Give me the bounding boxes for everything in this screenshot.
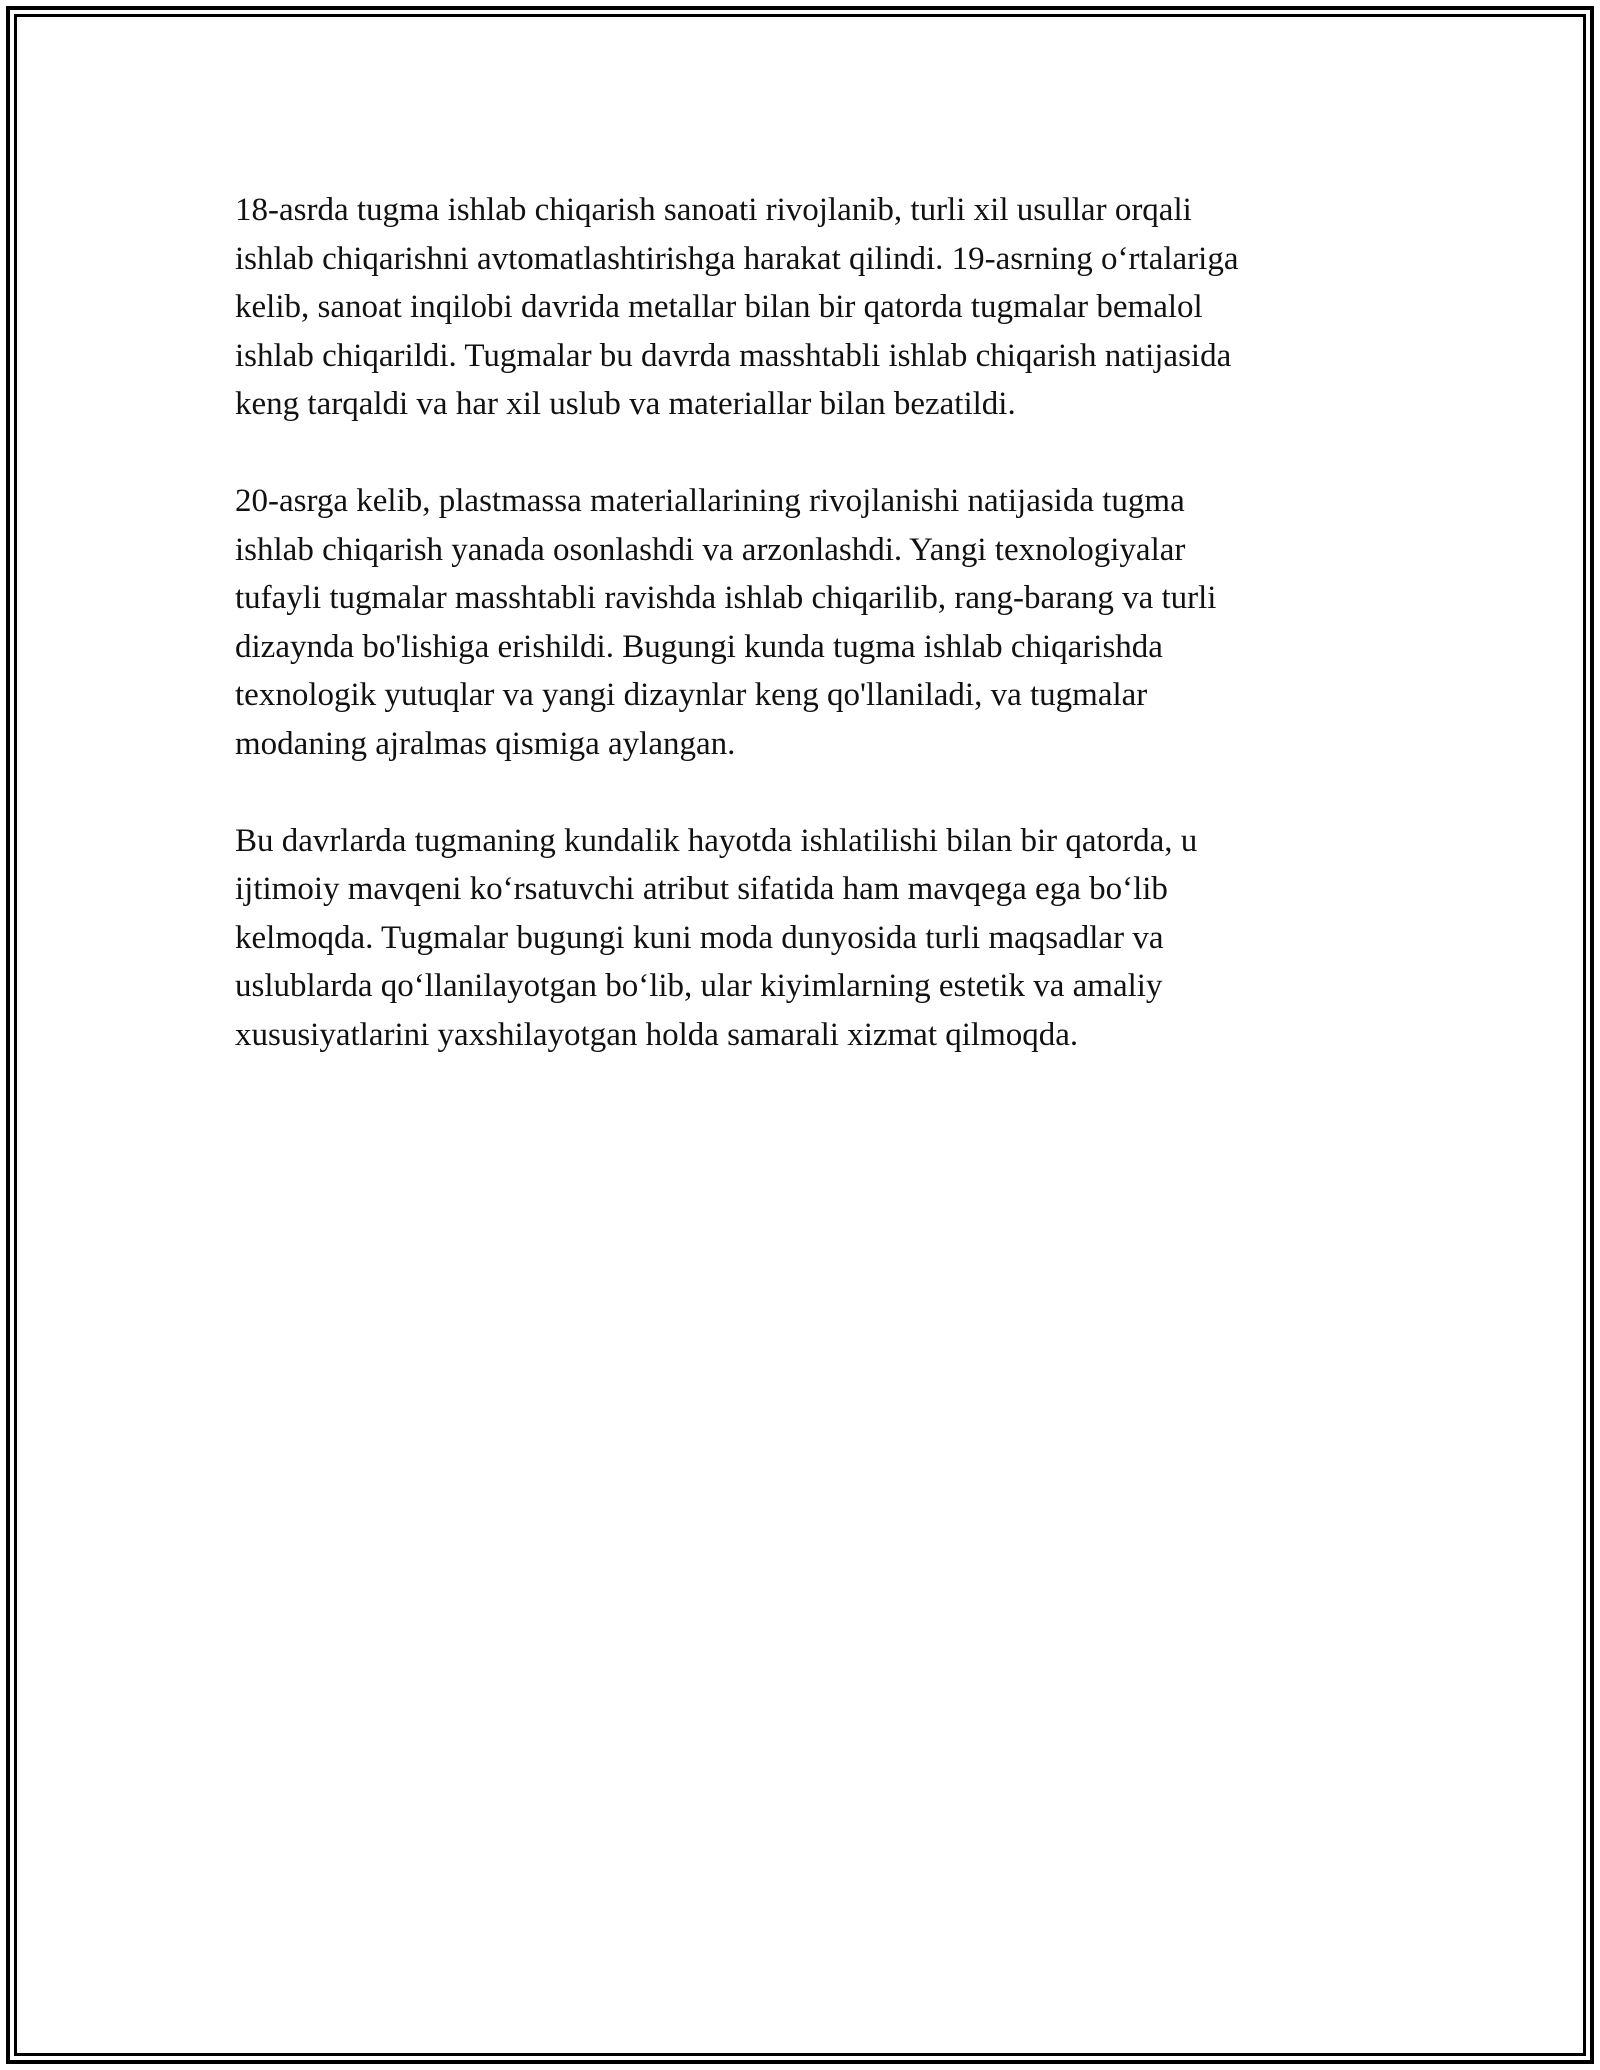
document-body bbox=[235, 186, 1365, 1108]
text-line: 20-asrga kelib, plastmassa materiallarining rivojlanishi natijasida tugma bbox=[235, 483, 1185, 519]
text-line: xususiyatlarini yaxshilayotgan holda samarali xizmat qilmoqda. bbox=[235, 1016, 1079, 1053]
text-line: kelib, sanoat inqilobi davrida metallar bilan bir qatorda tugmalar bemalol bbox=[235, 289, 1203, 325]
text-line: keng tarqaldi va har xil uslub va materiallar bilan bezatildi. bbox=[235, 386, 1016, 422]
paragraph-1 bbox=[235, 186, 1365, 429]
paragraph-2 bbox=[235, 477, 1365, 768]
text-line: 18-asrda tugma ishlab chiqarish sanoati rivojlanib, turli xil usullar orqali bbox=[235, 192, 1192, 228]
text-line: ishlab chiqarish yanada osonlashdi va arzonlashdi. Yangi texnologiyalar bbox=[235, 531, 1186, 568]
text-line: uslublarda qo‘llanilayotgan bo‘lib, ular kiyimlarning estetik va amaliy bbox=[235, 968, 1163, 1004]
text-line: ishlab chiqarishni avtomatlashtirishga harakat qilindi. 19-asrning o‘rtalariga bbox=[235, 240, 1239, 277]
paragraph-3 bbox=[235, 817, 1365, 1060]
text-line: Bu davrlarda tugmaning kundalik hayotda ishlatilishi bilan bir qatorda, u bbox=[235, 822, 1198, 859]
text-line: ishlab chiqarildi. Tugmalar bu davrda masshtabli ishlab chiqarish natijasida bbox=[235, 337, 1232, 374]
text-line: tufayli tugmalar masshtabli ravishda ishlab chiqarilib, rang-barang va turli bbox=[235, 580, 1217, 616]
text-line: kelmoqda. Tugmalar bugungi kuni moda dunyosida turli maqsadlar va bbox=[235, 919, 1164, 956]
text-line: ijtimoiy mavqeni ko‘rsatuvchi atribut sifatida ham mavqega ega bo‘lib bbox=[235, 871, 1168, 907]
text-line: modaning ajralmas qismiga aylangan. bbox=[235, 725, 736, 762]
text-line: dizaynda bo'lishiga erishildi. Bugungi kunda tugma ishlab chiqarishda bbox=[235, 628, 1163, 665]
text-line: texnologik yutuqlar va yangi dizaynlar keng qo'llaniladi, va tugmalar bbox=[235, 677, 1148, 713]
